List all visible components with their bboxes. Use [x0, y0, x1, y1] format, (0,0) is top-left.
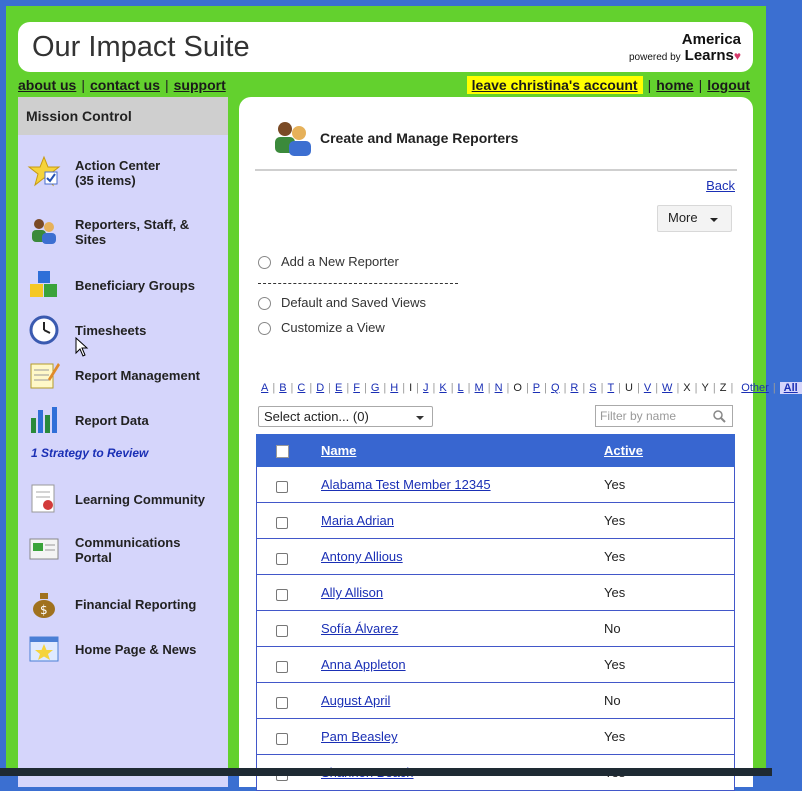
row-checkbox[interactable] [276, 625, 288, 637]
sidebar-item-home-page-news[interactable] [18, 627, 228, 671]
sidebar-item-report-management[interactable] [18, 353, 228, 397]
sidebar-item-label: Learning Community [75, 492, 206, 507]
reporter-name-link[interactable]: Maria Adrian [321, 513, 394, 528]
sidebar-item-label: Report Data [75, 413, 149, 428]
filter-placeholder: Filter by name [600, 409, 677, 423]
star-window-icon [28, 633, 60, 665]
heart-icon: ♥ [733, 49, 741, 63]
top-nav-right: leave christina's account | home | logout [467, 77, 750, 93]
envelope-icon [28, 533, 60, 565]
active-status: Yes [604, 657, 626, 672]
sidebar-item-learning-community[interactable] [18, 477, 228, 521]
alpha-letter-c[interactable]: C [297, 382, 306, 394]
filter-by-name-input[interactable] [595, 405, 733, 427]
alpha-separator: | [544, 382, 547, 394]
people-icon [28, 215, 60, 247]
alpha-separator: | [563, 382, 567, 394]
sidebar-item-label: Report Management [75, 368, 200, 383]
select-action-value: Select action... (0) [264, 409, 369, 424]
brand-logo [629, 32, 741, 65]
blocks-icon [28, 269, 60, 301]
alpha-separator: | [694, 382, 698, 394]
alpha-letter-p[interactable]: P [532, 382, 541, 394]
support-link[interactable]: support [173, 77, 226, 93]
alpha-separator: | [600, 382, 604, 394]
alphabet-filter [261, 382, 802, 394]
alpha-separator: | [416, 382, 419, 394]
alpha-separator: | [272, 382, 276, 394]
strategy-review-link[interactable]: 1 Strategy to Review [31, 446, 149, 460]
alpha-separator: | [730, 382, 734, 394]
page-title: Create and Manage Reporters [320, 130, 519, 146]
brand-powered: powered by [628, 52, 681, 63]
more-label: More [668, 210, 698, 225]
table-row [256, 647, 735, 683]
alpha-letter-a[interactable]: A [261, 382, 269, 394]
option-label: Customize a View [281, 320, 385, 335]
leave-account-link[interactable]: leave christina's account [467, 76, 643, 94]
alpha-letter-z: Z [719, 382, 727, 394]
active-status: No [604, 693, 621, 708]
app-title: Our Impact Suite [32, 31, 250, 63]
option-default-views[interactable] [258, 295, 426, 310]
alpha-letter-v[interactable]: V [643, 382, 652, 394]
reporters-table [256, 434, 735, 791]
alpha-all[interactable]: All [780, 382, 802, 394]
reporter-name-link[interactable]: Pam Beasley [321, 729, 398, 744]
sidebar-item-label: Beneficiary Groups [75, 278, 195, 293]
reporter-name-link[interactable]: Ally Allison [321, 585, 384, 600]
alpha-letter-x: X [683, 382, 691, 394]
banner [18, 22, 753, 72]
option-customize-view[interactable] [258, 320, 385, 335]
alpha-separator: | [290, 382, 294, 394]
sidebar-item-label: Timesheets [75, 323, 147, 338]
money-bag-icon [28, 588, 60, 620]
table-header [256, 434, 735, 467]
radio-button[interactable] [258, 256, 271, 269]
active-status: Yes [604, 477, 626, 492]
alpha-separator: | [712, 382, 716, 394]
alpha-separator: | [450, 382, 454, 394]
alpha-other[interactable]: Other [741, 382, 769, 394]
alpha-letter-u: U [625, 382, 633, 394]
sidebar-item-beneficiary-groups[interactable] [18, 263, 228, 307]
option-label: Default and Saved Views [281, 295, 427, 310]
table-row [256, 719, 735, 755]
alpha-separator: | [618, 382, 622, 394]
sidebar-item-label: Financial Reporting [75, 597, 197, 612]
caret-down-icon [710, 218, 718, 222]
alpha-separator: | [328, 382, 332, 394]
alpha-letter-j[interactable]: J [422, 382, 429, 394]
sidebar-item-reporters[interactable] [18, 209, 228, 253]
home-link[interactable]: home [656, 77, 694, 93]
top-nav-left: about us | contact us | support [18, 77, 226, 93]
alpha-separator: | [772, 382, 776, 394]
alpha-letter-w[interactable]: W [662, 382, 673, 394]
search-icon[interactable] [712, 409, 726, 423]
select-action-dropdown[interactable] [258, 406, 433, 427]
contact-us-link[interactable]: contact us [89, 77, 160, 93]
alpha-separator: | [506, 382, 510, 394]
alpha-letter-f[interactable]: F [353, 382, 360, 394]
reporters-icon [269, 119, 317, 157]
reporter-name-link[interactable]: Alabama Test Member 12345 [321, 477, 491, 492]
sidebar-item-label: Reporters, Staff, & Sites [75, 217, 190, 247]
alpha-letter-n[interactable]: N [494, 382, 503, 394]
alpha-letter-d[interactable]: D [316, 382, 325, 394]
active-status: Yes [604, 729, 626, 744]
alpha-separator: | [487, 382, 491, 394]
brand-line2: Learns [684, 47, 734, 64]
alpha-separator: | [383, 382, 387, 394]
more-button[interactable] [657, 205, 732, 232]
main-panel [239, 97, 798, 787]
alpha-separator: | [346, 382, 350, 394]
alpha-separator: | [636, 382, 640, 394]
alpha-separator: | [676, 382, 680, 394]
alpha-letter-q[interactable]: Q [551, 382, 560, 394]
bar-chart-icon [28, 404, 60, 436]
table-row [256, 539, 735, 575]
star-check-icon [28, 155, 60, 187]
row-checkbox[interactable] [276, 733, 288, 745]
alpha-letter-i: I [409, 382, 413, 394]
mouse-cursor-icon [75, 337, 89, 357]
alpha-separator: | [432, 382, 436, 394]
row-checkbox[interactable] [276, 481, 288, 493]
sidebar-item-financial-reporting[interactable] [18, 582, 228, 626]
sidebar-item-label: Communications Portal [75, 535, 181, 565]
table-row [256, 611, 735, 647]
alpha-letter-g[interactable]: G [370, 382, 380, 394]
row-checkbox[interactable] [276, 697, 288, 709]
row-checkbox[interactable] [276, 589, 288, 601]
active-status: Yes [604, 549, 626, 564]
radio-button[interactable] [258, 322, 271, 335]
about-us-link[interactable]: about us [18, 77, 77, 93]
radio-button[interactable] [258, 297, 271, 310]
alpha-separator: | [582, 382, 586, 394]
option-label: Add a New Reporter [281, 254, 399, 269]
active-status: Yes [604, 585, 626, 600]
alpha-letter-m[interactable]: M [474, 382, 484, 394]
alpha-separator: | [655, 382, 659, 394]
alpha-letter-e[interactable]: E [335, 382, 343, 394]
reporter-name-link[interactable]: Antony Allious [321, 549, 403, 564]
alpha-letter-k[interactable]: K [439, 382, 447, 394]
alpha-letter-l[interactable]: L [457, 382, 464, 394]
alpha-separator: | [309, 382, 313, 394]
sidebar-header: Mission Control [18, 97, 228, 135]
active-column-header[interactable]: Active [604, 443, 644, 458]
option-add-reporter[interactable] [258, 254, 399, 269]
divider [255, 169, 737, 171]
sidebar-item-label: Action Center (35 items) [75, 158, 161, 188]
reporter-name-link[interactable]: Anna Appleton [321, 657, 406, 672]
brand-line1: America [681, 31, 741, 48]
bottom-bar [0, 768, 772, 776]
select-all-checkbox[interactable] [276, 445, 289, 458]
sidebar-item-action-center[interactable] [18, 149, 228, 193]
reporter-name-link[interactable]: Sofía Álvarez [321, 621, 399, 636]
active-status: Yes [604, 513, 626, 528]
table-row [256, 467, 735, 503]
table-body [256, 467, 735, 791]
certificate-icon [28, 483, 60, 515]
reporter-name-link[interactable]: August April [321, 693, 391, 708]
table-row [256, 503, 735, 539]
sidebar [18, 97, 228, 787]
table-row [256, 683, 735, 719]
active-status: No [604, 621, 621, 636]
logout-link[interactable]: logout [707, 77, 750, 93]
sidebar-item-communications-portal[interactable] [18, 527, 228, 571]
alpha-letter-h[interactable]: H [390, 382, 399, 394]
alpha-separator: | [467, 382, 471, 394]
caret-down-icon [416, 416, 424, 420]
sidebar-item-label: Home Page & News [75, 642, 197, 657]
alpha-letter-t[interactable]: T [607, 382, 615, 394]
back-link[interactable]: Back [706, 178, 735, 193]
sidebar-item-timesheets[interactable] [18, 308, 228, 352]
alpha-separator: | [525, 382, 529, 394]
alpha-separator: | [363, 382, 367, 394]
alpha-separator: | [402, 382, 406, 394]
clock-icon [28, 314, 60, 346]
row-checkbox[interactable] [276, 553, 288, 565]
notepad-icon [28, 359, 60, 391]
row-checkbox[interactable] [276, 661, 288, 673]
alpha-letter-b[interactable]: B [279, 382, 287, 394]
svg-text:$: $ [40, 603, 48, 617]
alpha-letter-s[interactable]: S [589, 382, 597, 394]
dashed-divider [258, 283, 458, 284]
alpha-letter-r[interactable]: R [570, 382, 579, 394]
app-frame [6, 6, 798, 776]
table-row [256, 575, 735, 611]
sidebar-item-report-data[interactable] [18, 398, 228, 442]
alpha-letter-o: O [513, 382, 522, 394]
row-checkbox[interactable] [276, 517, 288, 529]
name-column-header[interactable]: Name [321, 443, 357, 458]
alpha-letter-y: Y [701, 382, 709, 394]
